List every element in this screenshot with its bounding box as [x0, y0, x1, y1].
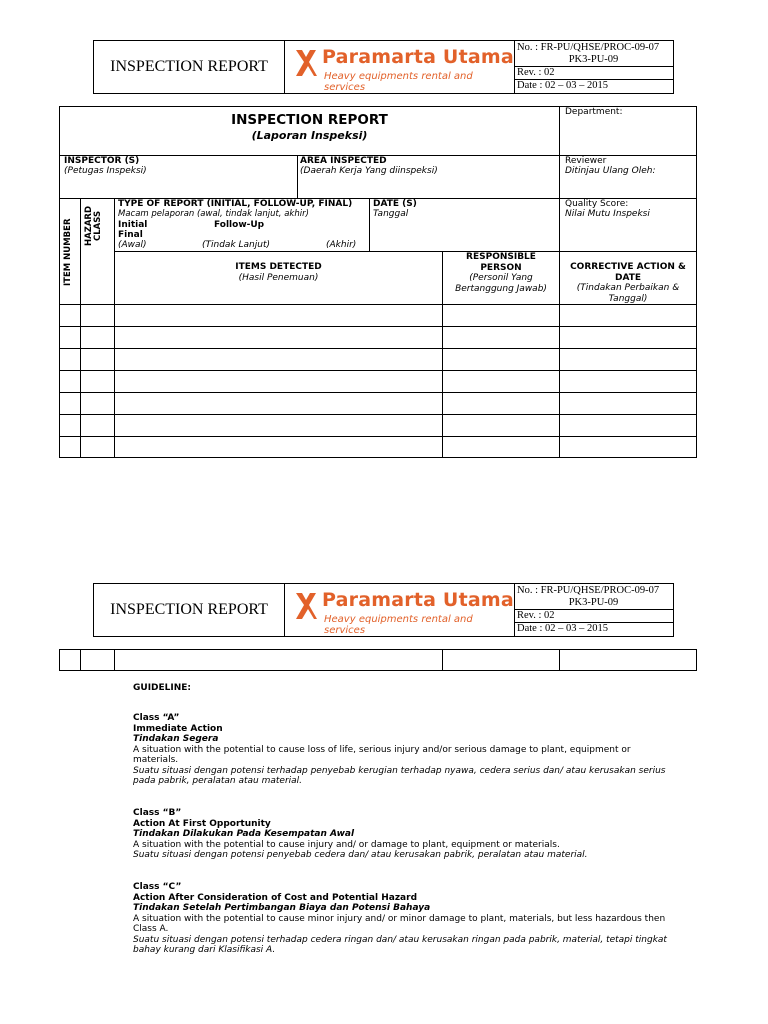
doc-revision: Rev. : 02	[514, 610, 673, 623]
responsible-person-header: RESPONSIBLE PERSON	[466, 252, 536, 273]
guideline-class-c	[133, 882, 673, 956]
class-action: Action At First Opportunity	[133, 818, 271, 829]
type-initial: Initial	[118, 220, 148, 230]
document-header-page2	[93, 583, 674, 637]
class-action: Action After Consideration of Cost and Potential Hazard	[133, 892, 418, 903]
inspection-form	[59, 106, 697, 458]
corrective-action-sublabel: (Tindakan Perbaikan & Tanggal)	[576, 283, 680, 304]
class-name: Class “A”	[133, 713, 180, 723]
items-detected-sublabel: (Hasil Penemuan)	[238, 273, 319, 283]
class-description: A situation with the potential to cause loss of life, serious injury and/or serious damage to plant, equipment or materials.	[133, 744, 631, 765]
doc-meta	[514, 41, 673, 93]
class-description-id: Suatu situasi dengan potensi penyebab cedera dan/ atau kerusakan pabrik, peralatan atau material.	[133, 850, 588, 860]
reviewer-label: Reviewer	[565, 156, 607, 166]
brand-name: Paramarta Utama	[322, 46, 514, 68]
class-description: A situation with the potential to cause injury and/ or damage to plant, equipment or materials.	[133, 839, 560, 850]
doc-date: Date : 02 – 03 – 2015	[517, 80, 608, 91]
doc-meta	[514, 584, 673, 636]
form-title: INSPECTION REPORT	[231, 112, 388, 128]
quality-score-sublabel: Nilai Mutu Inspeksi	[565, 209, 650, 219]
brand-name: Paramarta Utama	[322, 589, 514, 611]
quality-score-label: Quality Score:	[565, 199, 629, 209]
class-action-id: Tindakan Segera	[133, 734, 219, 744]
guideline-class-b	[133, 808, 673, 861]
class-action: Immediate Action	[133, 723, 223, 734]
inspector-label: INSPECTOR (S)	[64, 156, 140, 166]
guideline-heading: GUIDELINE:	[133, 683, 192, 693]
class-name: Class “C”	[133, 882, 182, 892]
class-name: Class “B”	[133, 808, 182, 818]
class-description-id: Suatu situasi dengan potensi terhadap penyebab kerugian terhadap nyawa, cedera serius dan/ atau kerusakan serius pada pabrik, peralatan atau material.	[133, 765, 666, 786]
logo-mark-icon	[294, 591, 318, 621]
type-follow-up: Follow-Up	[214, 220, 265, 230]
class-action-id: Tindakan Setelah Pertimbangan Biaya dan Potensi Bahaya	[133, 903, 431, 913]
type-final: Final	[118, 230, 143, 240]
department-label: Department:	[565, 107, 623, 117]
company-logo	[284, 584, 515, 636]
header-title: INSPECTION REPORT	[94, 584, 285, 636]
class-description: A situation with the potential to cause minor injury and/ or minor damage to plant, materials, but less hazardous then Class A.	[133, 913, 666, 934]
class-action-id: Tindakan Dilakukan Pada Kesempatan Awal	[133, 829, 355, 839]
doc-number: No. : FR-PU/QHSE/PROC-09-07	[517, 42, 660, 53]
brand-tagline: Heavy equipments rental and services	[324, 71, 473, 93]
doc-number-code: PK3-PU-09	[568, 54, 619, 65]
type-awal: (Awal)	[118, 240, 147, 250]
type-of-report-sublabel: Macam pelaporan (awal, tindak lanjut, akhir)	[118, 209, 309, 219]
inspector-sublabel: (Petugas Inspeksi)	[64, 166, 147, 176]
header-title: INSPECTION REPORT	[94, 41, 285, 93]
reviewer-sublabel: Ditinjau Ulang Oleh:	[565, 166, 656, 176]
brand-tagline: Heavy equipments rental and services	[324, 614, 473, 636]
corrective-action-header: CORRECTIVE ACTION & DATE	[570, 262, 686, 283]
item-number-header: ITEM NUMBER	[63, 218, 73, 286]
doc-number: No. : FR-PU/QHSE/PROC-09-07	[517, 585, 660, 596]
area-sublabel: (Daerah Kerja Yang diinspeksi)	[300, 166, 438, 176]
type-akhir: (Akhir)	[326, 240, 357, 250]
responsible-person-sublabel: (Personil Yang Bertanggung Jawab)	[455, 273, 547, 294]
hazard-class-header: HAZARD CLASS	[84, 205, 103, 247]
items-detected-header: ITEMS DETECTED	[235, 262, 322, 272]
doc-number-code: PK3-PU-09	[568, 597, 619, 608]
doc-revision: Rev. : 02	[514, 67, 673, 80]
company-logo	[284, 41, 515, 93]
document-header	[93, 40, 674, 94]
type-of-report-label: TYPE OF REPORT (INITIAL, FOLLOW-UP, FINAL)	[118, 199, 353, 209]
date-sublabel: Tanggal	[373, 209, 409, 219]
form-subtitle: (Laporan Inspeksi)	[251, 129, 368, 142]
table-row	[59, 649, 697, 671]
doc-date: Date : 02 – 03 – 2015	[517, 623, 608, 634]
guideline-class-a	[133, 713, 673, 787]
type-tindak-lanjut: (Tindak Lanjut)	[202, 240, 270, 250]
area-label: AREA INSPECTED	[300, 156, 387, 166]
date-label: DATE (S)	[373, 199, 417, 209]
class-description-id: Suatu situasi dengan potensi terhadap cedera ringan dan/ atau kerusakan ringan pada pabrik, material, tetapi tingkat bahay kurang dari Klasifikasi A.	[133, 934, 667, 955]
logo-mark-icon	[294, 48, 318, 78]
